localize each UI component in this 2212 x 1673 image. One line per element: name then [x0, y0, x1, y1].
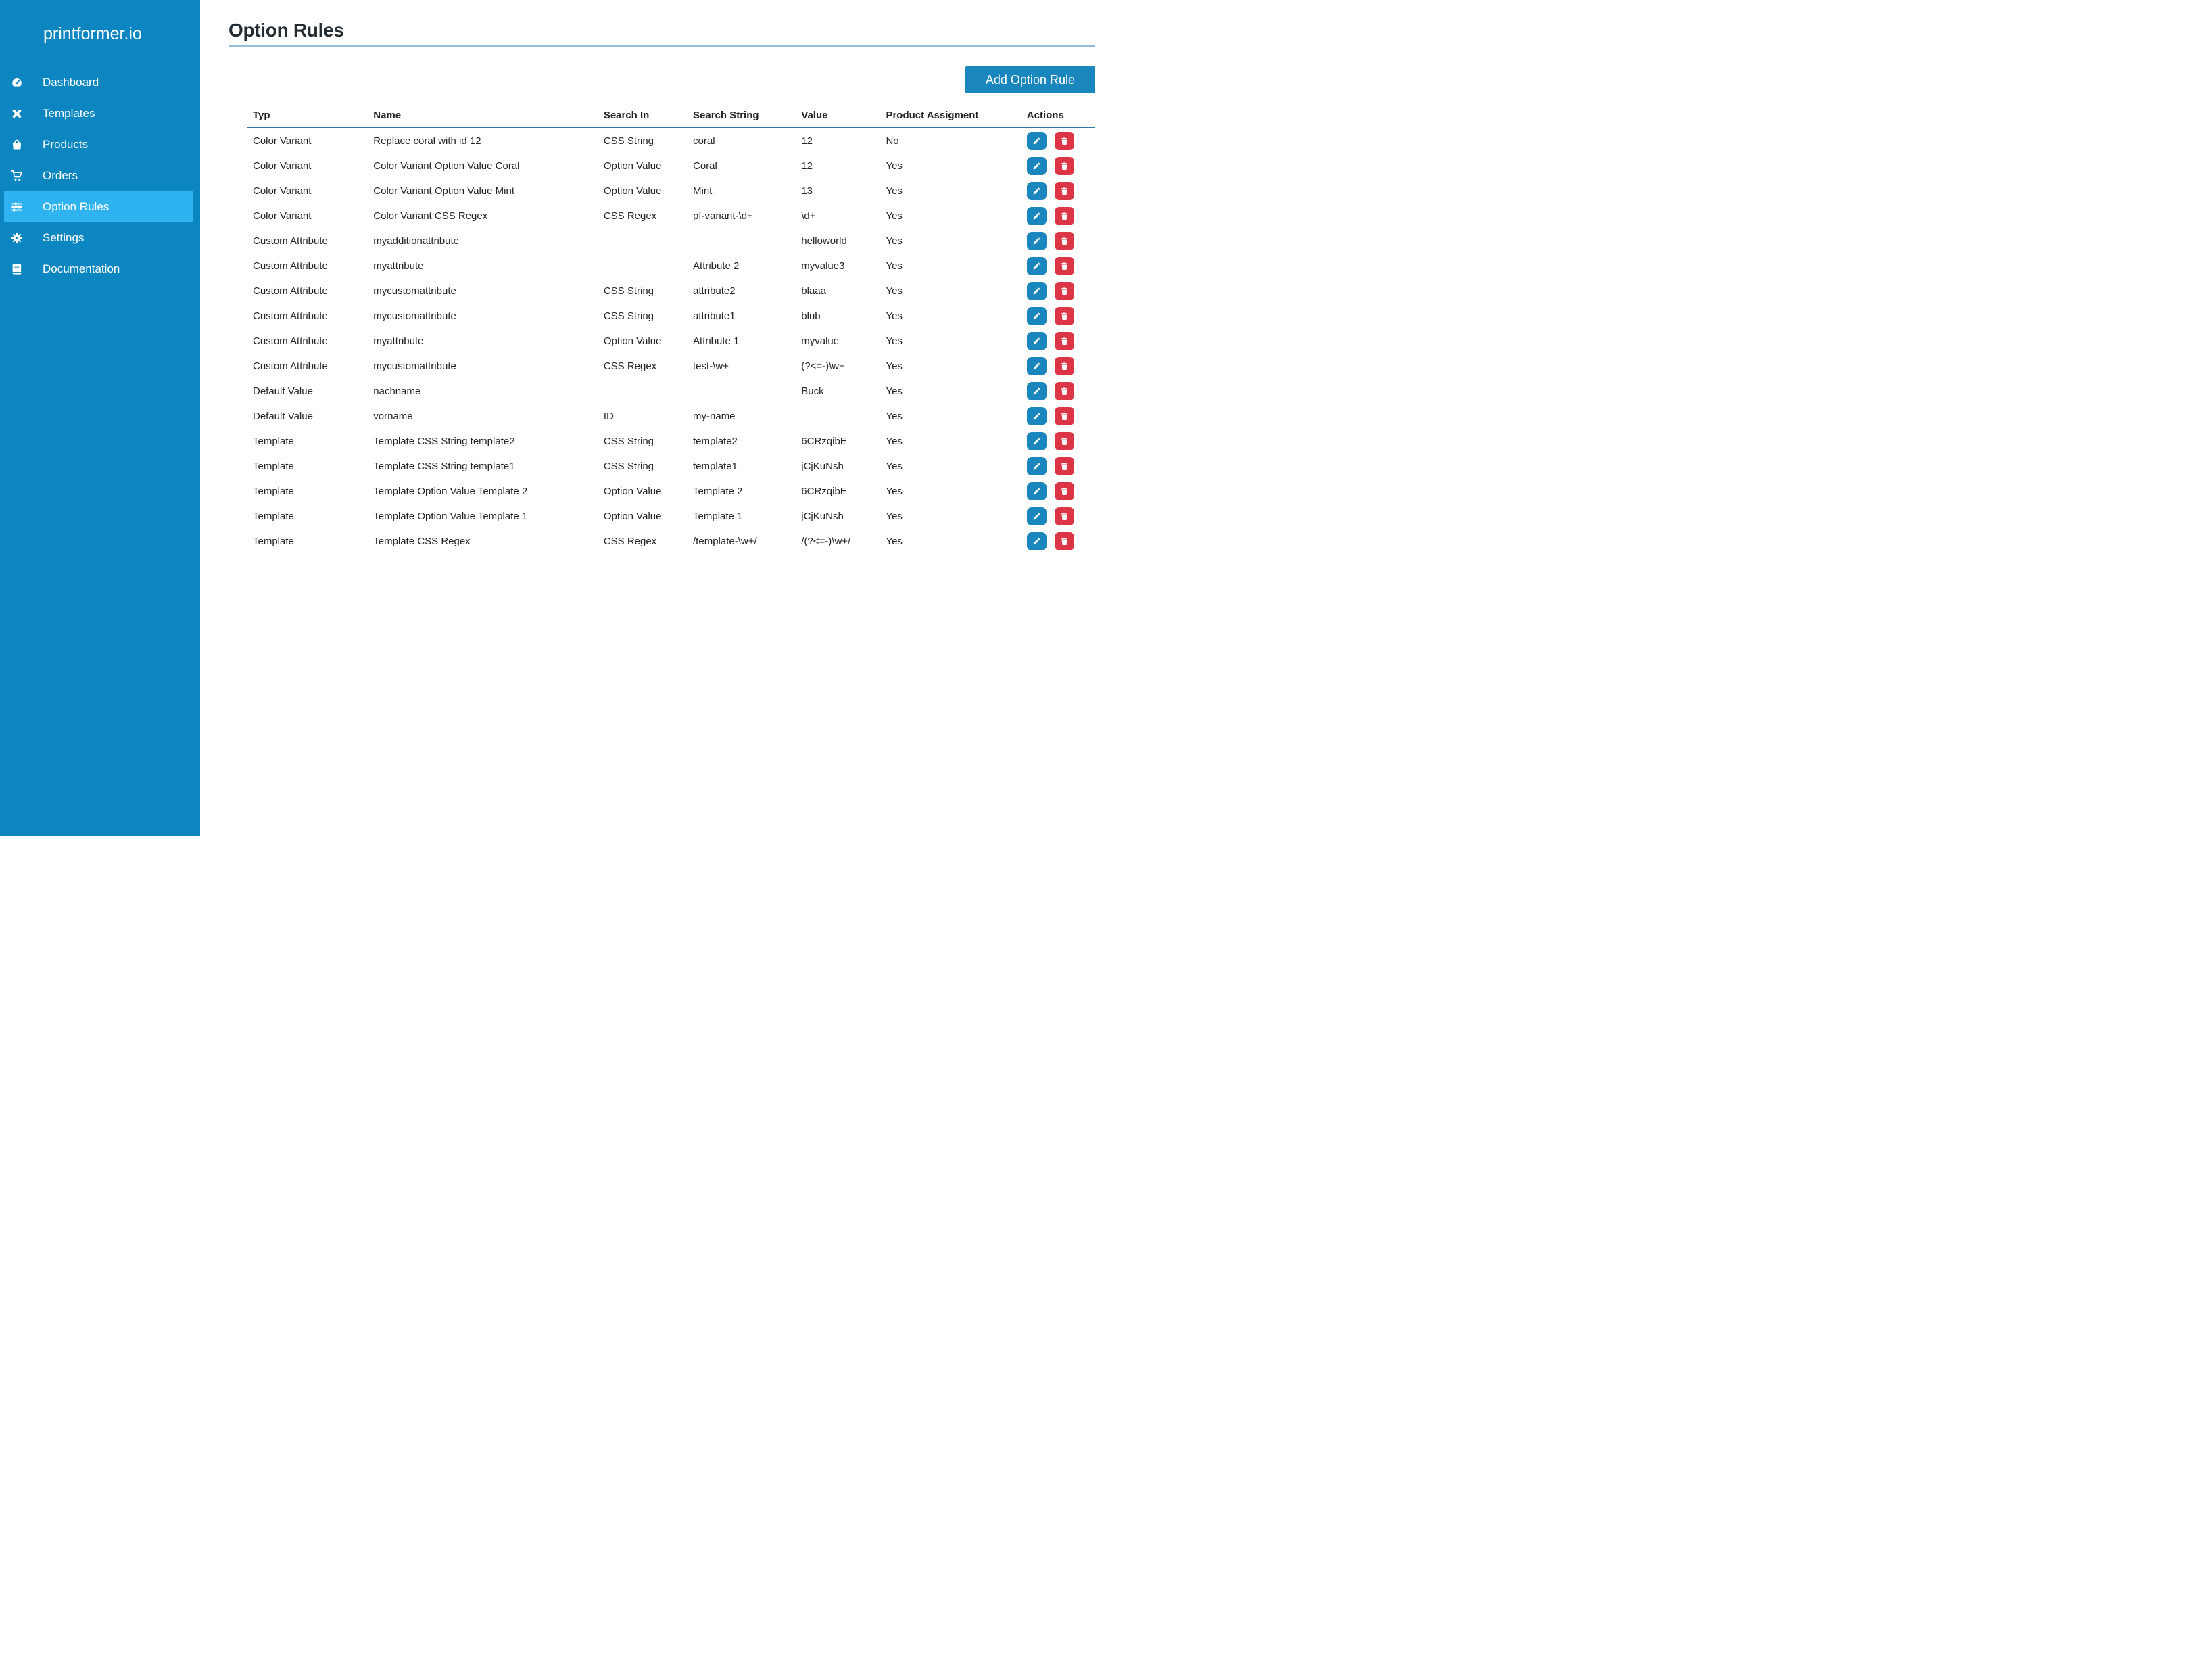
delete-button[interactable] — [1055, 282, 1074, 300]
table-row — [247, 354, 1095, 379]
table-row — [247, 128, 1095, 154]
edit-button[interactable] — [1027, 482, 1047, 500]
cell-search-string: test-\w+ — [693, 360, 729, 372]
cell-search-string: Mint — [693, 185, 713, 197]
table-body — [247, 128, 1095, 554]
pencil-icon — [1032, 512, 1041, 521]
trash-icon — [1060, 512, 1069, 521]
table-row — [247, 529, 1095, 554]
cell-name: Template Option Value Template 1 — [373, 510, 528, 522]
cell-typ: Custom Attribute — [253, 360, 328, 372]
sidebar — [0, 0, 200, 836]
cell-name: Template CSS Regex — [373, 535, 471, 547]
pencil-icon — [1032, 162, 1041, 170]
sidebar-item-dashboard[interactable] — [4, 67, 193, 98]
cell-search-string: attribute1 — [693, 310, 736, 322]
cell-product-assignment: No — [886, 135, 899, 147]
cell-product-assignment: Yes — [886, 360, 903, 372]
column-header-product-assignment: Product Assigment — [880, 107, 1021, 128]
cell-name: nachname — [373, 385, 421, 397]
cell-search-in: Option Value — [603, 485, 662, 497]
delete-button[interactable] — [1055, 432, 1074, 450]
cell-value: jCjKuNsh — [801, 510, 844, 522]
delete-button[interactable] — [1055, 482, 1074, 500]
trash-icon — [1060, 137, 1069, 145]
cell-search-string: Coral — [693, 160, 717, 172]
sidebar-item-label: Products — [43, 138, 89, 151]
cell-name: Template Option Value Template 2 — [373, 485, 528, 497]
cell-actions — [1021, 529, 1095, 554]
table-row — [247, 404, 1095, 429]
trash-icon — [1060, 237, 1069, 245]
cell-actions — [1021, 504, 1095, 529]
delete-button[interactable] — [1055, 307, 1074, 325]
pencil-icon — [1032, 412, 1041, 421]
cell-search-string: Template 1 — [693, 510, 743, 522]
cell-search-in: CSS String — [603, 435, 654, 447]
cell-name: Color Variant Option Value Coral — [373, 160, 520, 172]
trash-icon — [1060, 537, 1069, 546]
app-logo: printformer.io — [43, 24, 142, 43]
cell-actions — [1021, 304, 1095, 329]
pencil-icon — [1032, 362, 1041, 371]
edit-button[interactable] — [1027, 407, 1047, 425]
cell-actions — [1021, 229, 1095, 254]
cell-value: myvalue3 — [801, 260, 845, 272]
cell-product-assignment: Yes — [886, 485, 903, 497]
delete-button[interactable] — [1055, 257, 1074, 275]
cell-product-assignment: Yes — [886, 310, 903, 322]
sidebar-item-orders[interactable] — [4, 160, 193, 191]
table-row — [247, 329, 1095, 354]
cell-search-in: CSS Regex — [603, 535, 657, 547]
cell-search-in: CSS String — [603, 135, 654, 147]
table-row — [247, 479, 1095, 504]
edit-button[interactable] — [1027, 157, 1047, 175]
cell-search-string — [688, 379, 796, 404]
cell-value: 12 — [801, 135, 813, 147]
toolbar — [229, 66, 1095, 93]
gear-icon — [11, 232, 23, 244]
cell-name: myattribute — [373, 260, 424, 272]
cell-actions — [1021, 154, 1095, 179]
cell-actions — [1021, 204, 1095, 229]
trash-icon — [1060, 487, 1069, 496]
cell-value: 6CRzqibE — [801, 485, 847, 497]
table-row — [247, 504, 1095, 529]
cell-product-assignment: Yes — [886, 160, 903, 172]
edit-button[interactable] — [1027, 507, 1047, 525]
sidebar-item-label: Templates — [43, 107, 95, 120]
pencil-icon — [1032, 262, 1041, 270]
add-option-rule-button[interactable]: Add Option Rule — [965, 66, 1095, 93]
cell-actions — [1021, 479, 1095, 504]
cell-search-in — [598, 379, 688, 404]
pencil-icon — [1032, 287, 1041, 296]
table-row — [247, 179, 1095, 204]
pencil-icon — [1032, 462, 1041, 471]
cell-value: blaaa — [801, 285, 826, 297]
gauge-icon — [11, 76, 23, 89]
table-row — [247, 454, 1095, 479]
pencil-icon — [1032, 387, 1041, 396]
table-row — [247, 229, 1095, 254]
cell-typ: Custom Attribute — [253, 235, 328, 247]
sidebar-nav-list — [0, 67, 200, 285]
pencil-icon — [1032, 537, 1041, 546]
cell-search-in: ID — [603, 410, 614, 422]
cell-product-assignment: Yes — [886, 335, 903, 347]
cell-name: Template CSS String template1 — [373, 460, 515, 472]
delete-button[interactable] — [1055, 407, 1074, 425]
delete-button[interactable] — [1055, 382, 1074, 400]
edit-button[interactable] — [1027, 182, 1047, 200]
column-header-search-in: Search In — [598, 107, 688, 128]
cell-search-in: Option Value — [603, 185, 662, 197]
edit-button[interactable] — [1027, 357, 1047, 375]
table-header-row — [247, 107, 1095, 128]
cell-actions — [1021, 279, 1095, 304]
cell-typ: Color Variant — [253, 210, 312, 222]
delete-button[interactable] — [1055, 532, 1074, 550]
cell-product-assignment: Yes — [886, 460, 903, 472]
sidebar-item-settings[interactable] — [4, 222, 193, 254]
cell-product-assignment: Yes — [886, 410, 903, 422]
trash-icon — [1060, 462, 1069, 471]
cell-search-in: Option Value — [603, 510, 662, 522]
cell-typ: Template — [253, 510, 294, 522]
edit-button[interactable] — [1027, 282, 1047, 300]
trash-icon — [1060, 262, 1069, 270]
cell-search-string: template2 — [693, 435, 738, 447]
cell-search-string — [688, 229, 796, 254]
trash-icon — [1060, 287, 1069, 296]
cart-icon — [11, 170, 23, 182]
edit-button[interactable] — [1027, 382, 1047, 400]
cell-product-assignment: Yes — [886, 260, 903, 272]
trash-icon — [1060, 387, 1069, 396]
column-header-name: Name — [368, 107, 598, 128]
cell-value: jCjKuNsh — [801, 460, 844, 472]
cell-value — [796, 404, 880, 429]
cell-typ: Default Value — [253, 410, 313, 422]
cell-value: myvalue — [801, 335, 840, 347]
delete-button[interactable] — [1055, 207, 1074, 225]
edit-button[interactable] — [1027, 232, 1047, 250]
trash-icon — [1060, 212, 1069, 220]
cell-actions — [1021, 179, 1095, 204]
column-header-search-string: Search String — [688, 107, 796, 128]
cell-name: mycustomattribute — [373, 285, 456, 297]
cell-name: myadditionattribute — [373, 235, 460, 247]
pencil-icon — [1032, 337, 1041, 346]
delete-button[interactable] — [1055, 132, 1074, 150]
edit-button[interactable] — [1027, 532, 1047, 550]
delete-button[interactable] — [1055, 232, 1074, 250]
edit-button[interactable] — [1027, 207, 1047, 225]
column-header-value: Value — [796, 107, 880, 128]
option-rules-table-wrap — [247, 107, 1095, 554]
sidebar-item-label: Documentation — [43, 262, 120, 275]
cell-search-in: CSS String — [603, 285, 654, 297]
cell-name: vorname — [373, 410, 413, 422]
cell-typ: Custom Attribute — [253, 260, 328, 272]
option-rules-table — [247, 107, 1095, 554]
cell-typ: Custom Attribute — [253, 335, 328, 347]
delete-button[interactable] — [1055, 507, 1074, 525]
book-icon — [11, 263, 23, 275]
sidebar-item-label: Orders — [43, 169, 78, 182]
cell-search-in — [598, 254, 688, 279]
delete-button[interactable] — [1055, 182, 1074, 200]
cell-product-assignment: Yes — [886, 535, 903, 547]
cell-product-assignment: Yes — [886, 285, 903, 297]
cell-value: helloworld — [801, 235, 847, 247]
cell-name: Template CSS String template2 — [373, 435, 515, 447]
cell-typ: Default Value — [253, 385, 313, 397]
table-row — [247, 379, 1095, 404]
cell-value: Buck — [801, 385, 824, 397]
cell-search-string: attribute2 — [693, 285, 736, 297]
cell-actions — [1021, 128, 1095, 154]
shopping-bag-icon — [11, 139, 23, 151]
cell-typ: Template — [253, 485, 294, 497]
cell-actions — [1021, 454, 1095, 479]
sliders-icon — [11, 201, 23, 213]
cell-name: Color Variant CSS Regex — [373, 210, 488, 222]
cell-name: mycustomattribute — [373, 360, 456, 372]
trash-icon — [1060, 312, 1069, 321]
cell-product-assignment: Yes — [886, 385, 903, 397]
cell-value: \d+ — [801, 210, 816, 222]
page-title: Option Rules — [229, 20, 344, 41]
cell-typ: Custom Attribute — [253, 310, 328, 322]
trash-icon — [1060, 437, 1069, 446]
sidebar-item-label: Settings — [43, 231, 85, 244]
sidebar-item-label: Dashboard — [43, 76, 99, 89]
cell-search-string: my-name — [693, 410, 736, 422]
sidebar-item-products[interactable] — [4, 129, 193, 160]
trash-icon — [1060, 187, 1069, 195]
cell-name: Color Variant Option Value Mint — [373, 185, 514, 197]
cell-search-string: Attribute 1 — [693, 335, 740, 347]
table-row — [247, 154, 1095, 179]
delete-button[interactable] — [1055, 332, 1074, 350]
edit-button[interactable] — [1027, 457, 1047, 475]
main-content — [200, 0, 1106, 836]
title-divider — [229, 45, 1095, 47]
cell-search-string: /template-\w+/ — [693, 535, 757, 547]
cell-typ: Template — [253, 535, 294, 547]
cell-typ: Color Variant — [253, 135, 312, 147]
delete-button[interactable] — [1055, 157, 1074, 175]
cell-value: blub — [801, 310, 821, 322]
cell-actions — [1021, 354, 1095, 379]
cell-product-assignment: Yes — [886, 435, 903, 447]
cell-typ: Color Variant — [253, 185, 312, 197]
cell-name: Replace coral with id 12 — [373, 135, 481, 147]
cell-name: myattribute — [373, 335, 424, 347]
cell-search-in: CSS String — [603, 310, 654, 322]
cell-value: 6CRzqibE — [801, 435, 847, 447]
sidebar-item-option-rules[interactable] — [4, 191, 193, 222]
cell-search-string: template1 — [693, 460, 738, 472]
cell-typ: Template — [253, 460, 294, 472]
cell-typ: Custom Attribute — [253, 285, 328, 297]
table-row — [247, 279, 1095, 304]
cell-search-string: coral — [693, 135, 715, 147]
table-row — [247, 254, 1095, 279]
table-row — [247, 204, 1095, 229]
cell-typ: Color Variant — [253, 160, 312, 172]
pencil-icon — [1032, 212, 1041, 220]
cell-typ: Template — [253, 435, 294, 447]
cell-search-string: Attribute 2 — [693, 260, 740, 272]
pencil-icon — [1032, 312, 1041, 321]
cell-product-assignment: Yes — [886, 235, 903, 247]
edit-button[interactable] — [1027, 332, 1047, 350]
sidebar-item-documentation[interactable] — [4, 254, 193, 285]
sidebar-item-label: Option Rules — [43, 200, 110, 213]
cell-search-in: CSS Regex — [603, 360, 657, 372]
pencil-icon — [1032, 237, 1041, 245]
cell-name: mycustomattribute — [373, 310, 456, 322]
cell-product-assignment: Yes — [886, 210, 903, 222]
table-row — [247, 429, 1095, 454]
cell-search-in: Option Value — [603, 160, 662, 172]
pencil-icon — [1032, 137, 1041, 145]
trash-icon — [1060, 412, 1069, 421]
pencil-icon — [1032, 437, 1041, 446]
cell-value: 13 — [801, 185, 813, 197]
delete-button[interactable] — [1055, 357, 1074, 375]
cell-actions — [1021, 379, 1095, 404]
edit-button[interactable] — [1027, 132, 1047, 150]
cell-actions — [1021, 404, 1095, 429]
cell-product-assignment: Yes — [886, 185, 903, 197]
trash-icon — [1060, 162, 1069, 170]
pen-ruler-icon — [11, 108, 23, 120]
cell-search-in: CSS String — [603, 460, 654, 472]
cell-search-string: Template 2 — [693, 485, 743, 497]
table-row — [247, 304, 1095, 329]
edit-button[interactable] — [1027, 257, 1047, 275]
cell-value: /(?<=-)\w+/ — [801, 535, 851, 547]
edit-button[interactable] — [1027, 432, 1047, 450]
cell-search-in: CSS Regex — [603, 210, 657, 222]
sidebar-item-templates[interactable] — [4, 98, 193, 129]
app — [0, 0, 1106, 836]
pencil-icon — [1032, 187, 1041, 195]
cell-search-string: pf-variant-\d+ — [693, 210, 753, 222]
column-header-actions: Actions — [1021, 107, 1095, 128]
column-header-typ: Typ — [247, 107, 368, 128]
cell-product-assignment: Yes — [886, 510, 903, 522]
cell-actions — [1021, 254, 1095, 279]
cell-actions — [1021, 429, 1095, 454]
delete-button[interactable] — [1055, 457, 1074, 475]
cell-search-in — [598, 229, 688, 254]
trash-icon — [1060, 362, 1069, 371]
edit-button[interactable] — [1027, 307, 1047, 325]
cell-search-in: Option Value — [603, 335, 662, 347]
pencil-icon — [1032, 487, 1041, 496]
cell-actions — [1021, 329, 1095, 354]
cell-value: 12 — [801, 160, 813, 172]
trash-icon — [1060, 337, 1069, 346]
cell-value: (?<=-)\w+ — [801, 360, 845, 372]
